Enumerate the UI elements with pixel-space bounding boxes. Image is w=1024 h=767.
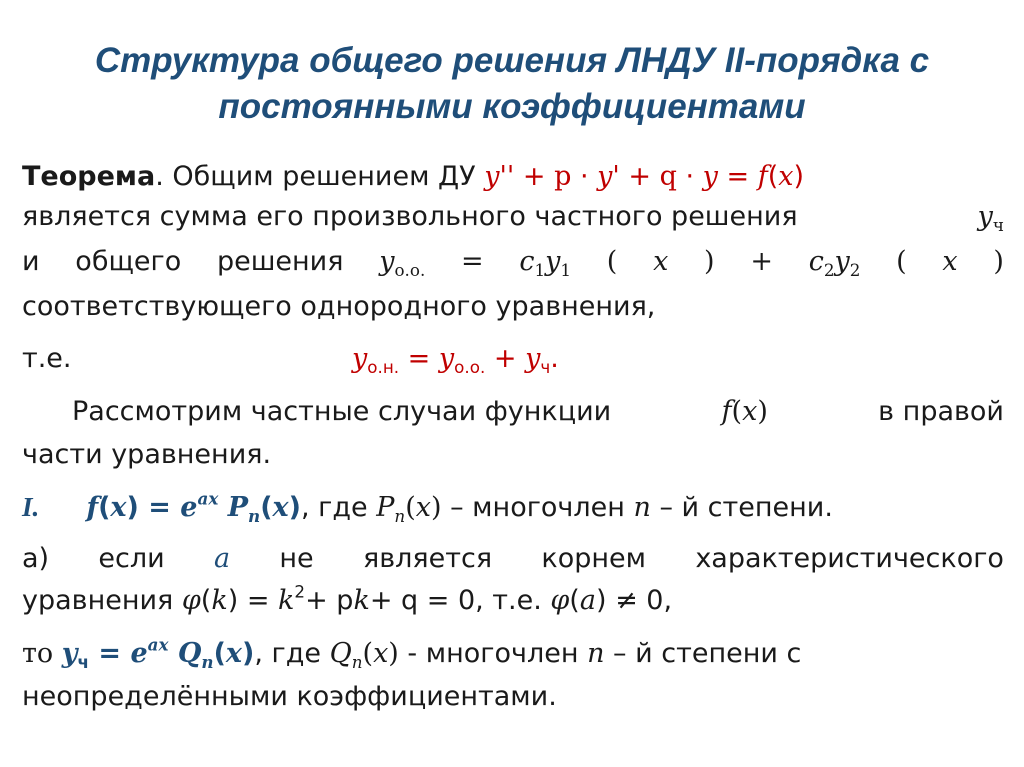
case-a-line-4	[22, 680, 1004, 714]
word-is: является	[362, 543, 493, 574]
particular-solution-formula: $y_ч = e^{ax}$ $Q_n(x)$	[61, 634, 255, 672]
theorem-line-1	[22, 160, 1004, 194]
case-one-gde: , где	[301, 492, 368, 523]
case-one-line: I. $f(x) = e^{ax}$ $P_n(x)$, где $P_n(x)$ – многочлен n – й степени.	[22, 488, 833, 526]
word-if: если	[98, 543, 165, 574]
word-general: общего	[75, 246, 182, 277]
case-a-line-2: уравнения $\varphi(k) = k^2+ pk+ q = 0$, т.е. φ(a) ≠ 0,	[22, 581, 673, 616]
homogeneous-solution-formula: $y_{о.о.}$	[379, 246, 426, 280]
word-te-2: , т.е.	[475, 585, 542, 616]
word-te: т.е.	[22, 343, 72, 374]
theorem-text-2: является сумма его произвольного частного решения	[22, 201, 798, 232]
qn-symbol: $Q_n(x)$	[329, 638, 399, 672]
slide-title	[0, 38, 1024, 130]
word-polynomial: - многочлен	[398, 638, 579, 669]
theorem-text-1: . Общим решением ДУ	[155, 161, 485, 192]
case-one-numeral: I.	[22, 492, 40, 522]
undetermined-coefficients-text: неопределёнными коэффициентами.	[22, 681, 557, 712]
word-root: корнем	[541, 543, 646, 574]
word-then: то	[22, 638, 54, 669]
ode-formula: y'' + p · y' + q · y = f(x)	[484, 161, 805, 192]
consider-text-2: части уравнения.	[22, 439, 272, 470]
case-a-line-3: то $y_ч = e^{ax}$ $Q_n(x)$, где $Q_n(x)$ - многочлен n – й степени с	[22, 634, 802, 672]
consider-text-1b: в правой	[878, 396, 1004, 427]
theorem-label: Теорема	[22, 161, 156, 192]
alpha-symbol: a	[213, 543, 231, 574]
particular-solution-symbol: $y_ч$	[977, 201, 1004, 235]
theorem-line-4	[22, 290, 1004, 324]
word-and: и	[22, 246, 40, 277]
word-degree: – й степени с	[604, 638, 802, 669]
theorem-line-5	[22, 342, 1004, 376]
general-solution-formula: $y_{о.н.} = y_{о.о.} + y_ч$.	[352, 343, 559, 377]
case-a-label: а)	[22, 543, 50, 574]
consider-text-1: Рассмотрим частные случаи функции	[72, 396, 612, 427]
consider-line-1	[72, 395, 1004, 429]
f-of-x: f(x)	[721, 396, 768, 427]
case-a-line-1	[22, 542, 1004, 576]
theorem-line-2	[22, 200, 1004, 234]
case-one-poly: – многочлен	[441, 492, 625, 523]
case-one-formula: $f(x) = e^{ax}$ $P_n(x)$	[86, 488, 301, 526]
word-where: , где	[254, 638, 321, 669]
theorem-text-4: соответствующего однородного уравнения,	[22, 291, 656, 322]
word-solution: решения	[216, 246, 344, 277]
slide-title-line-2: постоянными коэффициентами	[218, 87, 806, 126]
consider-line-2	[22, 438, 1004, 472]
word-equation: уравнения	[22, 585, 174, 616]
case-one-degree: – й степени.	[650, 492, 833, 523]
word-not: не	[279, 543, 314, 574]
pn-symbol: $P_n(x)$	[376, 492, 442, 526]
theorem-line-3: и общего решения $y_{о.о.}$ = $c_1y_1$ ( x ) + $c_2y_2$ ( x )	[22, 246, 1004, 280]
word-characteristic: характеристического	[695, 543, 1004, 574]
slide-title-line-1: Структура общего решения ЛНДУ II-порядка с	[94, 41, 930, 80]
